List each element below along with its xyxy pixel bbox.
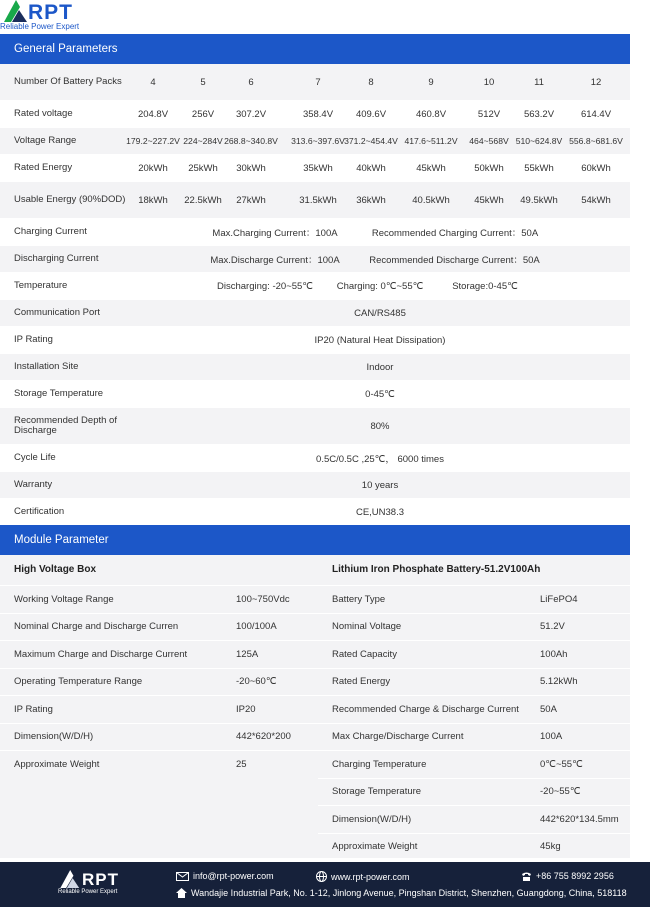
table-cell: 7 bbox=[315, 76, 321, 88]
website-text: www.rpt-power.com bbox=[331, 871, 410, 882]
table-cell: 45kWh bbox=[416, 162, 446, 174]
table-cell: 417.6~511.2V bbox=[404, 136, 458, 146]
table-row-usable-energy bbox=[0, 182, 630, 219]
charging-temperature: Charging: 0℃~55℃ bbox=[336, 280, 424, 292]
row-label: Temperature bbox=[14, 280, 68, 292]
module-parameter-header bbox=[0, 525, 630, 555]
table-cell: 18kWh bbox=[138, 194, 168, 206]
row-label: Charging Current bbox=[14, 226, 87, 238]
general-parameters-header bbox=[0, 34, 630, 64]
footer-phone[interactable] bbox=[521, 871, 614, 881]
list-item bbox=[318, 640, 630, 668]
param-label: IP Rating bbox=[14, 703, 53, 715]
phone-icon bbox=[521, 871, 532, 881]
table-cell: 31.5kWh bbox=[299, 194, 337, 206]
table-cell: 224~284V bbox=[183, 136, 223, 146]
battery-title: Lithium Iron Phosphate Battery-51.2V100Ah bbox=[332, 564, 541, 575]
row-label: Rated voltage bbox=[14, 108, 73, 120]
logo-brand-text: RPT bbox=[28, 1, 73, 24]
storage-temperature-value: Storage:0-45℃ bbox=[452, 280, 518, 292]
discharging-temperature: Discharging: -20~55℃ bbox=[217, 280, 313, 292]
table-cell: 460.8V bbox=[415, 108, 447, 120]
list-item bbox=[318, 750, 630, 778]
table-row-rated-voltage bbox=[0, 101, 630, 128]
recommended-charging-current: Recommended Charging Current：50A bbox=[371, 228, 539, 239]
list-item bbox=[318, 668, 630, 696]
table-cell: 6 bbox=[248, 76, 254, 88]
company-logo bbox=[0, 0, 130, 32]
list-item bbox=[318, 613, 630, 641]
list-item bbox=[0, 695, 318, 723]
table-row-communication bbox=[0, 300, 630, 327]
table-cell: 11 bbox=[534, 76, 544, 88]
row-value: 0.5C/0.5C ,25℃， 6000 times bbox=[316, 454, 444, 465]
table-row-packs bbox=[0, 64, 630, 101]
param-value: 100/100A bbox=[236, 621, 277, 633]
list-item bbox=[0, 640, 318, 668]
param-value: 50A bbox=[540, 703, 557, 715]
table-cell: 409.6V bbox=[355, 108, 387, 120]
param-label: Recommended Charge & Discharge Current bbox=[332, 703, 519, 715]
row-value: 80% bbox=[370, 420, 390, 432]
param-label: Approximate Weight bbox=[14, 758, 100, 770]
param-label: Nominal Charge and Discharge Curren bbox=[14, 621, 179, 633]
table-cell: 4 bbox=[150, 76, 156, 88]
row-label: Usable Energy (90%DOD) bbox=[14, 194, 126, 206]
table-cell: 510~624.8V bbox=[515, 136, 563, 146]
table-cell: 22.5kWh bbox=[184, 194, 222, 206]
list-item bbox=[318, 778, 630, 806]
list-item bbox=[0, 750, 318, 778]
row-value: 0-45℃ bbox=[365, 388, 395, 400]
row-label: Warranty bbox=[14, 479, 53, 491]
general-parameters-title: General Parameters bbox=[14, 43, 118, 55]
list-item bbox=[0, 585, 318, 613]
max-discharge-current: Max.Discharge Current：100A bbox=[210, 255, 340, 266]
row-label: IP Rating bbox=[14, 334, 53, 346]
param-label: Storage Temperature bbox=[332, 786, 422, 798]
table-cell: 45kWh bbox=[474, 194, 504, 206]
footer-tagline: Reliable Power Expert bbox=[58, 889, 118, 895]
table-cell: 10 bbox=[483, 76, 495, 88]
table-cell: 371.2~454.4V bbox=[344, 136, 398, 146]
module-parameter-title: Module Parameter bbox=[14, 534, 109, 546]
table-cell: 512V bbox=[477, 108, 501, 120]
table-row-storage-temperature bbox=[0, 381, 630, 408]
row-label: Certification bbox=[14, 506, 65, 518]
table-row-discharging-current bbox=[0, 246, 630, 273]
list-item bbox=[0, 668, 318, 696]
param-label: Dimension(W/D/H) bbox=[14, 731, 94, 743]
table-cell: 55kWh bbox=[524, 162, 554, 174]
param-value: 442*620*200 bbox=[236, 731, 291, 743]
footer-logo-mark-icon bbox=[58, 870, 84, 888]
max-charging-current: Max.Charging Current：100A bbox=[212, 228, 338, 239]
row-label: Number Of Battery Packs bbox=[14, 76, 122, 88]
footer bbox=[0, 862, 650, 907]
recommended-discharge-current: Recommended Discharge Current：50A bbox=[369, 255, 540, 266]
battery-column bbox=[318, 555, 630, 860]
row-value: CAN/RS485 bbox=[354, 307, 406, 319]
mail-icon bbox=[176, 872, 189, 881]
table-cell: 54kWh bbox=[581, 194, 611, 206]
high-voltage-box-title: High Voltage Box bbox=[14, 564, 97, 575]
param-label: Charging Temperature bbox=[332, 758, 427, 770]
table-cell: 50kWh bbox=[474, 162, 504, 174]
param-label: Working Voltage Range bbox=[14, 593, 114, 605]
table-cell: 556.8~681.6V bbox=[569, 136, 623, 146]
row-value: IP20 (Natural Heat Dissipation) bbox=[314, 334, 446, 346]
param-label: Approximate Weight bbox=[332, 841, 418, 853]
phone-text: +86 755 8992 2956 bbox=[536, 871, 614, 881]
list-item bbox=[318, 833, 630, 861]
param-value: 51.2V bbox=[540, 621, 565, 633]
footer-email[interactable] bbox=[176, 871, 274, 881]
table-cell: 36kWh bbox=[356, 194, 386, 206]
param-value: 25 bbox=[236, 758, 247, 770]
table-row-charging-current bbox=[0, 219, 630, 246]
row-label: Cycle Life bbox=[14, 452, 56, 464]
table-cell: 49.5kWh bbox=[520, 194, 558, 206]
list-item bbox=[318, 695, 630, 723]
row-label: Communication Port bbox=[14, 307, 101, 319]
table-cell: 5 bbox=[200, 76, 206, 88]
list-item bbox=[0, 613, 318, 641]
param-value: IP20 bbox=[236, 703, 256, 715]
table-cell: 9 bbox=[428, 76, 434, 88]
table-row-depth-of-discharge bbox=[0, 408, 630, 445]
table-cell: 358.4V bbox=[302, 108, 334, 120]
param-label: Rated Capacity bbox=[332, 648, 397, 660]
param-value: -20~55℃ bbox=[540, 786, 581, 798]
param-value: 100~750Vdc bbox=[236, 593, 290, 605]
table-cell: 313.6~397.6V bbox=[291, 136, 345, 146]
table-cell: 464~568V bbox=[469, 136, 509, 146]
table-cell: 268.8~340.8V bbox=[224, 136, 278, 146]
param-value: 45kg bbox=[540, 841, 561, 853]
table-cell: 25kWh bbox=[188, 162, 218, 174]
table-cell: 40.5kWh bbox=[412, 194, 450, 206]
table-row-warranty bbox=[0, 472, 630, 499]
module-parameter-panel bbox=[0, 555, 630, 858]
table-row-certification bbox=[0, 499, 630, 526]
row-label: Recommended Depth of Discharge bbox=[14, 415, 117, 436]
row-value: CE,UN38.3 bbox=[355, 506, 405, 518]
param-value: 0℃~55℃ bbox=[540, 758, 583, 770]
footer-address bbox=[176, 888, 627, 898]
param-label: Max Charge/Discharge Current bbox=[332, 731, 464, 743]
table-cell: 614.4V bbox=[580, 108, 612, 120]
table-row-voltage-range bbox=[0, 128, 630, 155]
table-cell: 35kWh bbox=[303, 162, 333, 174]
list-item bbox=[318, 805, 630, 833]
param-value: -20~60℃ bbox=[236, 676, 277, 688]
table-row-rated-energy bbox=[0, 155, 630, 182]
home-icon bbox=[176, 888, 187, 898]
footer-brand: RPT bbox=[82, 870, 119, 889]
list-item bbox=[318, 585, 630, 613]
table-cell: 204.8V bbox=[137, 108, 169, 120]
param-label: Rated Energy bbox=[332, 676, 391, 688]
table-cell: 179.2~227.2V bbox=[126, 136, 180, 146]
table-cell: 12 bbox=[590, 76, 602, 88]
table-row-ip-rating bbox=[0, 327, 630, 354]
logo-tagline: Reliable Power Expert bbox=[0, 22, 80, 31]
globe-icon bbox=[316, 871, 327, 882]
table-cell: 256V bbox=[191, 108, 215, 120]
param-value: 125A bbox=[236, 648, 259, 660]
table-row-cycle-life bbox=[0, 445, 630, 472]
param-label: Battery Type bbox=[332, 593, 386, 605]
high-voltage-box-column bbox=[0, 555, 318, 778]
row-value: Indoor bbox=[366, 361, 394, 373]
list-item bbox=[318, 723, 630, 751]
row-label: Voltage Range bbox=[14, 135, 77, 147]
table-cell: 40kWh bbox=[356, 162, 386, 174]
table-cell: 20kWh bbox=[138, 162, 168, 174]
table-cell: 563.2V bbox=[523, 108, 555, 120]
general-parameters-table bbox=[0, 64, 630, 526]
row-label: Rated Energy bbox=[14, 162, 73, 174]
table-cell: 30kWh bbox=[236, 162, 266, 174]
email-text: info@rpt-power.com bbox=[193, 871, 274, 881]
footer-contacts bbox=[176, 871, 636, 885]
param-value: 100A bbox=[540, 731, 563, 743]
table-cell: 8 bbox=[368, 76, 374, 88]
footer-address-line bbox=[176, 888, 636, 902]
address-text: Wandajie Industrial Park, No. 1-12, Jinlong Avenue, Pingshan District, Shenzhen, Guangdong, China, 518118 bbox=[191, 888, 627, 898]
row-label: Installation Site bbox=[14, 361, 79, 373]
table-cell: 27kWh bbox=[236, 194, 266, 206]
row-label: Storage Temperature bbox=[14, 388, 104, 400]
param-label: Nominal Voltage bbox=[332, 621, 402, 633]
table-row-installation bbox=[0, 354, 630, 381]
param-label: Operating Temperature Range bbox=[14, 676, 143, 688]
footer-website[interactable] bbox=[316, 871, 410, 882]
param-value: 5.12kWh bbox=[540, 676, 578, 688]
list-item bbox=[0, 723, 318, 751]
param-value: LiFePO4 bbox=[540, 593, 578, 605]
table-cell: 307.2V bbox=[235, 108, 267, 120]
table-row-temperature bbox=[0, 273, 630, 300]
row-label: Discharging Current bbox=[14, 253, 99, 265]
row-value: 10 years bbox=[361, 479, 399, 491]
param-label: Maximum Charge and Discharge Current bbox=[14, 648, 188, 660]
param-value: 442*620*134.5mm bbox=[540, 813, 619, 825]
param-value: 100Ah bbox=[540, 648, 568, 660]
table-cell: 60kWh bbox=[581, 162, 611, 174]
param-label: Dimension(W/D/H) bbox=[332, 813, 412, 825]
